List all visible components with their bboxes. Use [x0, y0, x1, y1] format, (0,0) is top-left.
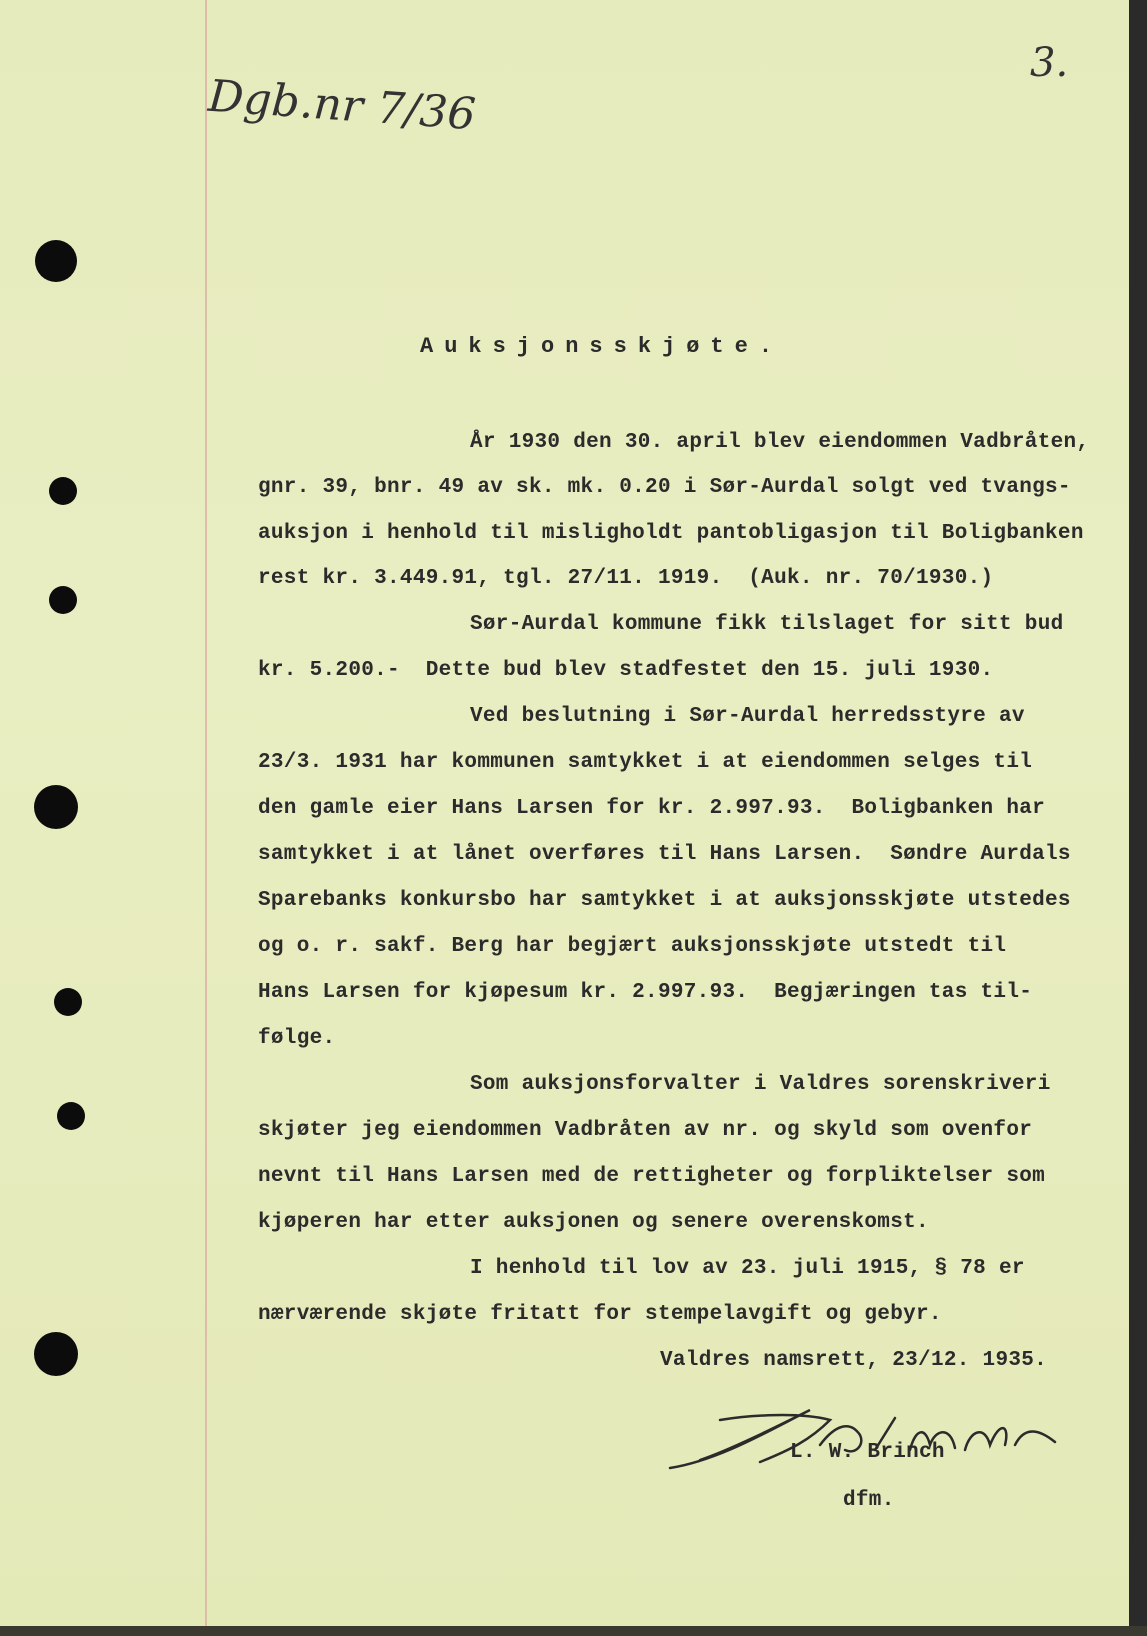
punch-hole — [34, 1332, 78, 1376]
punch-hole — [34, 785, 78, 829]
scan-edge-bottom — [0, 1626, 1147, 1636]
journal-note: Dgb.nr 7/36 — [206, 70, 478, 141]
body-line: 23/3. 1931 har kommunen samtykket i at eiendommen selges til — [258, 751, 1033, 774]
punch-hole — [49, 586, 77, 614]
signer-name: L. W. Brinch — [790, 1441, 945, 1464]
punch-hole — [35, 240, 77, 282]
page-number: 3. — [1030, 40, 1069, 86]
body-line: rest kr. 3.449.91, tgl. 27/11. 1919. (Auk. nr. 70/1930.) — [258, 567, 994, 590]
body-line: gnr. 39, bnr. 49 av sk. mk. 0.20 i Sør-Aurdal solgt ved tvangs- — [258, 476, 1071, 499]
margin-line — [205, 0, 207, 1636]
punch-hole — [57, 1102, 85, 1130]
punch-hole — [49, 477, 77, 505]
body-line: den gamle eier Hans Larsen for kr. 2.997.93. Boligbanken har — [258, 797, 1046, 820]
signer-title: dfm. — [843, 1489, 895, 1512]
body-line: Ved beslutning i Sør-Aurdal herredsstyre av — [470, 705, 1025, 728]
body-line: I henhold til lov av 23. juli 1915, § 78 er — [470, 1257, 1025, 1280]
body-line: kjøperen har etter auksjonen og senere overenskomst. — [258, 1211, 929, 1234]
scan-edge-right — [1129, 0, 1147, 1636]
body-line: Som auksjonsforvalter i Valdres sorenskriveri — [470, 1073, 1051, 1096]
body-line: skjøter jeg eiendommen Vadbråten av nr. og skyld som ovenfor — [258, 1119, 1033, 1142]
body-line: nevnt til Hans Larsen med de rettigheter og forpliktelser som — [258, 1165, 1046, 1188]
body-line: følge. — [258, 1027, 336, 1050]
body-line: samtykket i at lånet overføres til Hans Larsen. Søndre Aurdals — [258, 843, 1071, 866]
document-title: Auksjonsskjøte. — [420, 334, 784, 359]
body-line: auksjon i henhold til misligholdt pantobligasjon til Boligbanken — [258, 522, 1084, 545]
body-line: nærværende skjøte fritatt for stempelavgift og gebyr. — [258, 1303, 942, 1326]
body-line: År 1930 den 30. april blev eiendommen Vadbråten, — [470, 431, 1090, 454]
body-line: Sør-Aurdal kommune fikk tilslaget for sitt bud — [470, 613, 1064, 636]
body-line: kr. 5.200.- Dette bud blev stadfestet den 15. juli 1930. — [258, 659, 994, 682]
signature-scribble — [660, 1390, 1070, 1490]
body-line: Sparebanks konkursbo har samtykket i at auksjonsskjøte utstedes — [258, 889, 1071, 912]
place-date: Valdres namsrett, 23/12. 1935. — [660, 1349, 1048, 1372]
punch-hole — [54, 988, 82, 1016]
body-line: Hans Larsen for kjøpesum kr. 2.997.93. Begjæringen tas til- — [258, 981, 1033, 1004]
body-line: og o. r. sakf. Berg har begjært auksjonsskjøte utstedt til — [258, 935, 1007, 958]
